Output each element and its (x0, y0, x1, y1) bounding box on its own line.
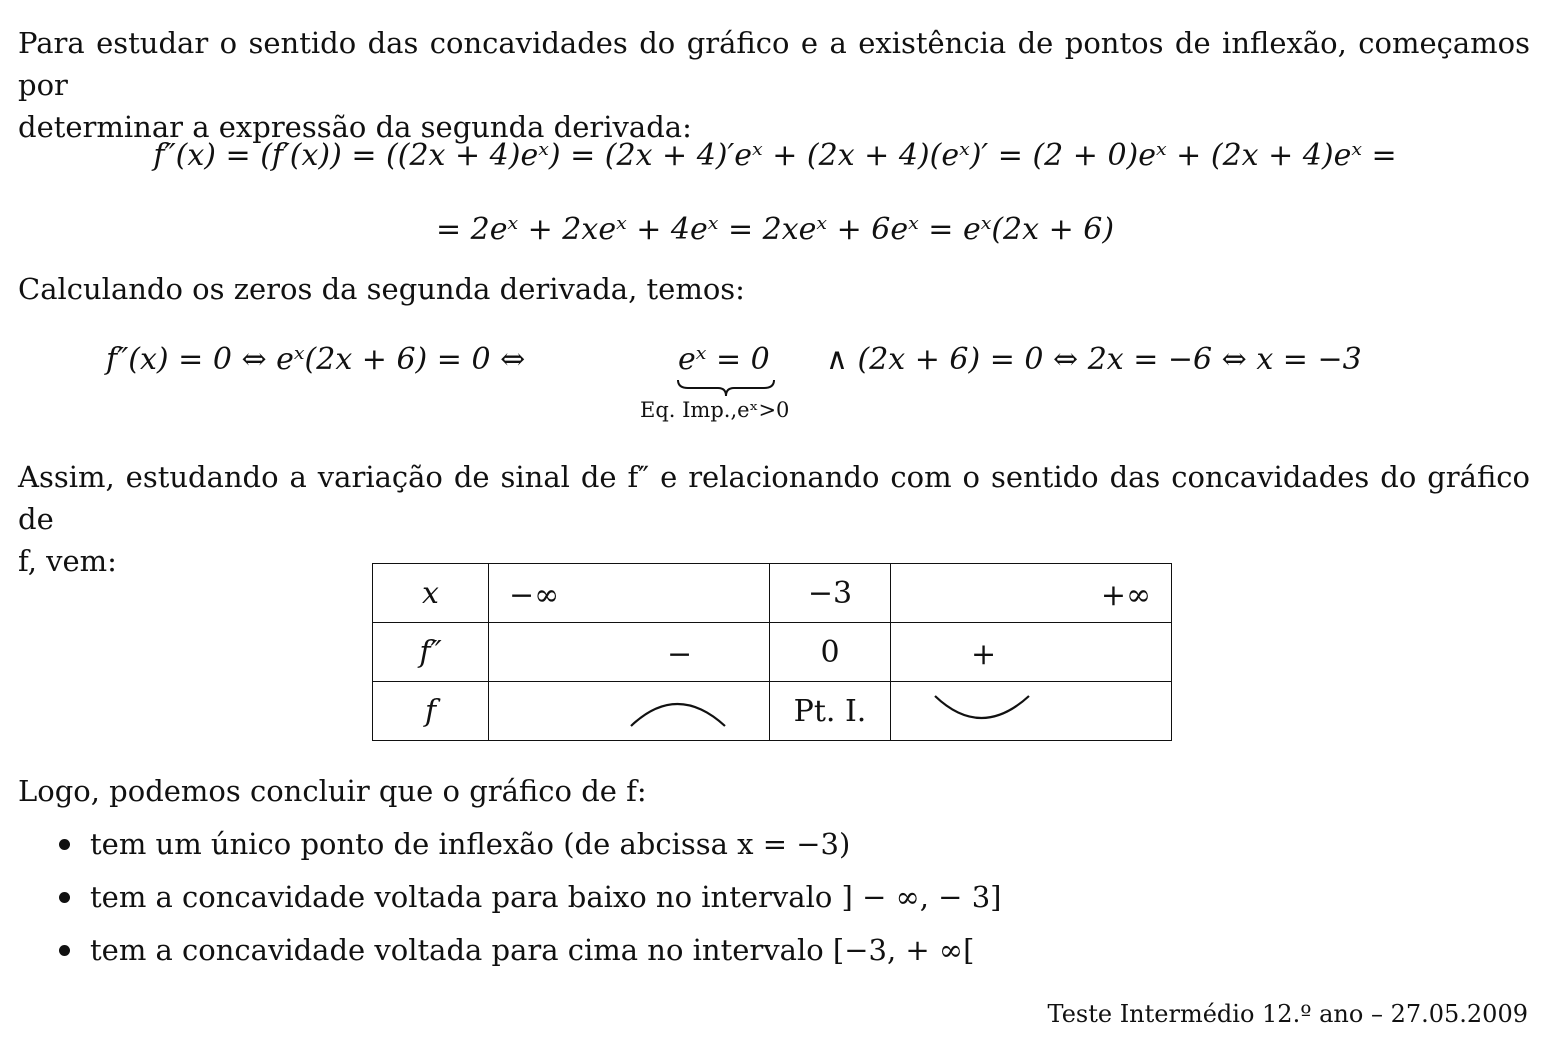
zeros-equation-right: ∧ (2x + 6) = 0 ⇔ 2x = −6 ⇔ x = −3 (826, 342, 1362, 377)
second-derivative-equation-line-2 (0, 210, 1550, 250)
bullet-icon (59, 839, 70, 850)
conclusions-list (18, 822, 1530, 981)
list-item (18, 928, 1530, 981)
conclusion-text: tem a concavidade voltada para baixo no intervalo ] − ∞, − 3] (90, 880, 1002, 914)
intro-paragraph (18, 22, 1530, 148)
list-item (18, 875, 1530, 928)
sign-table (372, 563, 1172, 741)
table-row-function (373, 682, 1172, 741)
row-label-function: f (373, 682, 489, 741)
cell-minus-infinity (489, 564, 770, 623)
conclusion-intro: Logo, podemos concluir que o gráfico de f: (18, 774, 647, 808)
list-item (18, 822, 1530, 875)
zeros-brace-note: Eq. Imp.,eˣ>0 (640, 398, 790, 422)
sign-study-line-2: f, vem: (18, 544, 117, 578)
concave-up-arc-icon (933, 692, 1033, 726)
cell-inflection-point: Pt. I. (770, 682, 891, 741)
second-derivative-line-1-text: f″(x) = (f′(x)) = ((2x + 4)eˣ) = (2x + 4)′eˣ + (2x + 4)(eˣ)′ = (2 + 0)eˣ + (2x + 4)eˣ = (153, 138, 1397, 173)
plus-infinity-text: +∞ (1100, 578, 1151, 613)
intro-line-1: Para estudar o sentido das concavidades do gráfico e a existência de pontos de inflexão, começamos por (18, 26, 1530, 102)
table-row-second-derivative (373, 623, 1172, 682)
cell-minus-three: −3 (770, 564, 891, 623)
zeros-equation-left: f″(x) = 0 ⇔ eˣ(2x + 6) = 0 ⇔ (106, 342, 526, 377)
bullet-icon (59, 945, 70, 956)
second-derivative-line-2-text: = 2eˣ + 2xeˣ + 4eˣ = 2xeˣ + 6eˣ = eˣ(2x + 6) (435, 212, 1115, 247)
row-label-x: x (373, 564, 489, 623)
sign-study-line-1: Assim, estudando a variação de sinal de f″ e relacionando com o sentido das concavidades do gráfico de (18, 460, 1530, 536)
row-label-second-derivative: f″ (373, 623, 489, 682)
concave-down-arc-icon (629, 696, 729, 730)
zeros-intro: Calculando os zeros da segunda derivada, temos: (18, 272, 745, 306)
underbrace (676, 378, 776, 398)
cell-zero: 0 (770, 623, 891, 682)
zeros-brace-top: eˣ = 0 (678, 342, 770, 377)
table-row-x (373, 564, 1172, 623)
cell-plus-infinity (891, 564, 1172, 623)
cell-positive-sign (891, 623, 1172, 682)
minus-infinity-text: −∞ (509, 578, 560, 613)
cell-concave-up (891, 682, 1172, 741)
zeros-equation (0, 340, 1550, 430)
cell-negative-sign (489, 623, 770, 682)
conclusion-text: tem a concavidade voltada para cima no intervalo [−3, + ∞[ (90, 933, 975, 967)
conclusion-text: tem um único ponto de inflexão (de abcissa x = −3) (90, 827, 851, 861)
bullet-icon (59, 892, 70, 903)
negative-sign-text: − (667, 637, 693, 672)
footer-source: Teste Intermédio 12.º ano – 27.05.2009 (1047, 1000, 1528, 1028)
positive-sign-text: + (971, 637, 997, 672)
cell-concave-down (489, 682, 770, 741)
intro-line-2: determinar a expressão da segunda derivada: (18, 110, 692, 144)
second-derivative-equation-line-1 (0, 136, 1550, 176)
